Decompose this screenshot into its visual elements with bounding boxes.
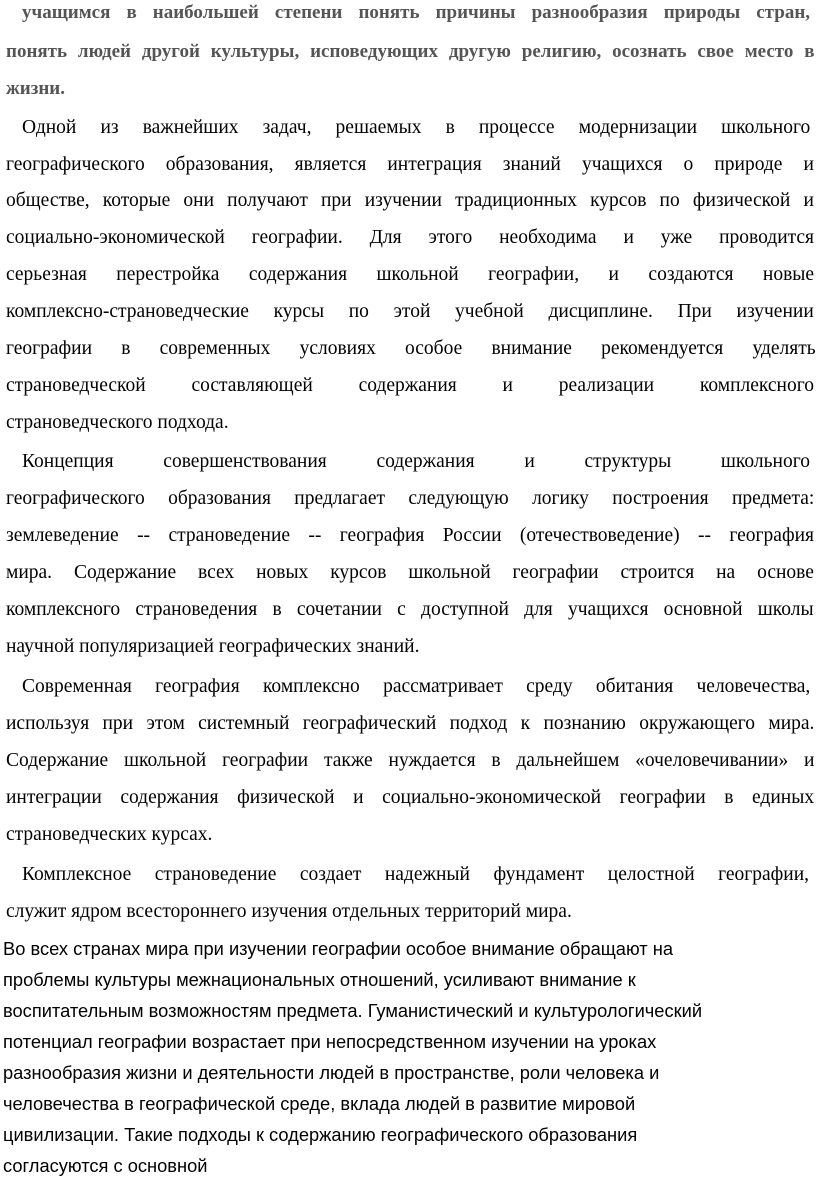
text-line: комплексно-страноведческие курсы по этой учебной дисциплине. При изучении	[6, 301, 814, 322]
text-line: страноведческого подхода.	[6, 412, 229, 433]
text-line: Комплексное страноведение создает надежный фундамент целостной географии,	[22, 864, 810, 885]
text-line: мира. Содержание всех новых курсов школьной географии строится на основе	[6, 562, 814, 583]
text-line: жизни.	[6, 78, 66, 99]
text-line: учащимся в наибольшей степени понять причины разнообразия природы стран,	[22, 2, 811, 23]
text-line: обществе, которые они получают при изучении традиционных курсов по физической и	[6, 190, 814, 211]
text-line: комплексного страноведения в сочетании с доступной для учащихся основной школы	[6, 599, 814, 620]
text-line: проблемы культуры межнациональных отношений, усиливают внимание к	[3, 969, 636, 990]
text-line: Одной из важнейших задач, решаемых в процессе модернизации школьного	[22, 117, 811, 138]
text-line: потенциал географии возрастает при непосредственном изучении на уроках	[3, 1031, 657, 1052]
text-line: служит ядром всестороннего изучения отдельных территорий мира.	[6, 901, 572, 922]
text-line: географического образования предлагает следующую логику построения предмета:	[6, 488, 815, 509]
text-line: используя при этом системный географический подход к познанию окружающего мира.	[6, 713, 815, 734]
text-line: разнообразия жизни и деятельности людей в пространстве, роли человека и	[3, 1062, 660, 1083]
text-line: географического образования, является интеграция знаний учащихся о природе и	[6, 154, 814, 175]
text-line: Содержание школьной географии также нуждается в дальнейшем «очеловечивании» и	[6, 750, 815, 771]
text-line: землеведение -- страноведение -- география России (отечествоведение) -- география	[6, 525, 814, 546]
text-line: Концепция совершенствования содержания и структуры школьного	[22, 451, 810, 472]
text-line: Во всех странах мира при изучении географии особое внимание обращают на	[3, 938, 673, 959]
text-line: согласуются с основной	[3, 1155, 208, 1176]
text-line: географии в современных условиях особое внимание рекомендуется уделять	[6, 338, 816, 359]
text-line: воспитательным возможностям предмета. Гуманистический и культурологический	[3, 1000, 703, 1021]
text-line: страноведческой составляющей содержания и реализации комплексного	[6, 375, 814, 396]
text-line: научной популяризацией географических знаний.	[6, 636, 420, 657]
text-line: социально-экономической географии. Для этого необходима и уже проводится	[6, 227, 815, 248]
text-line: интеграции содержания физической и социально-экономической географии в единых	[6, 787, 815, 808]
text-line: цивилизации. Такие подходы к содержанию географического образования	[3, 1124, 638, 1145]
text-line: Современная география комплексно рассматривает среду обитания человечества,	[22, 676, 811, 697]
text-line: серьезная перестройка содержания школьной географии, и создаются новые	[6, 264, 815, 285]
text-line: человечества в географической среде, вклада людей в развитие мировой	[3, 1093, 636, 1114]
text-line: страноведческих курсах.	[6, 824, 213, 845]
text-line: понять людей другой культуры, исповедующих другую религию, осознать свое место в	[6, 41, 815, 62]
